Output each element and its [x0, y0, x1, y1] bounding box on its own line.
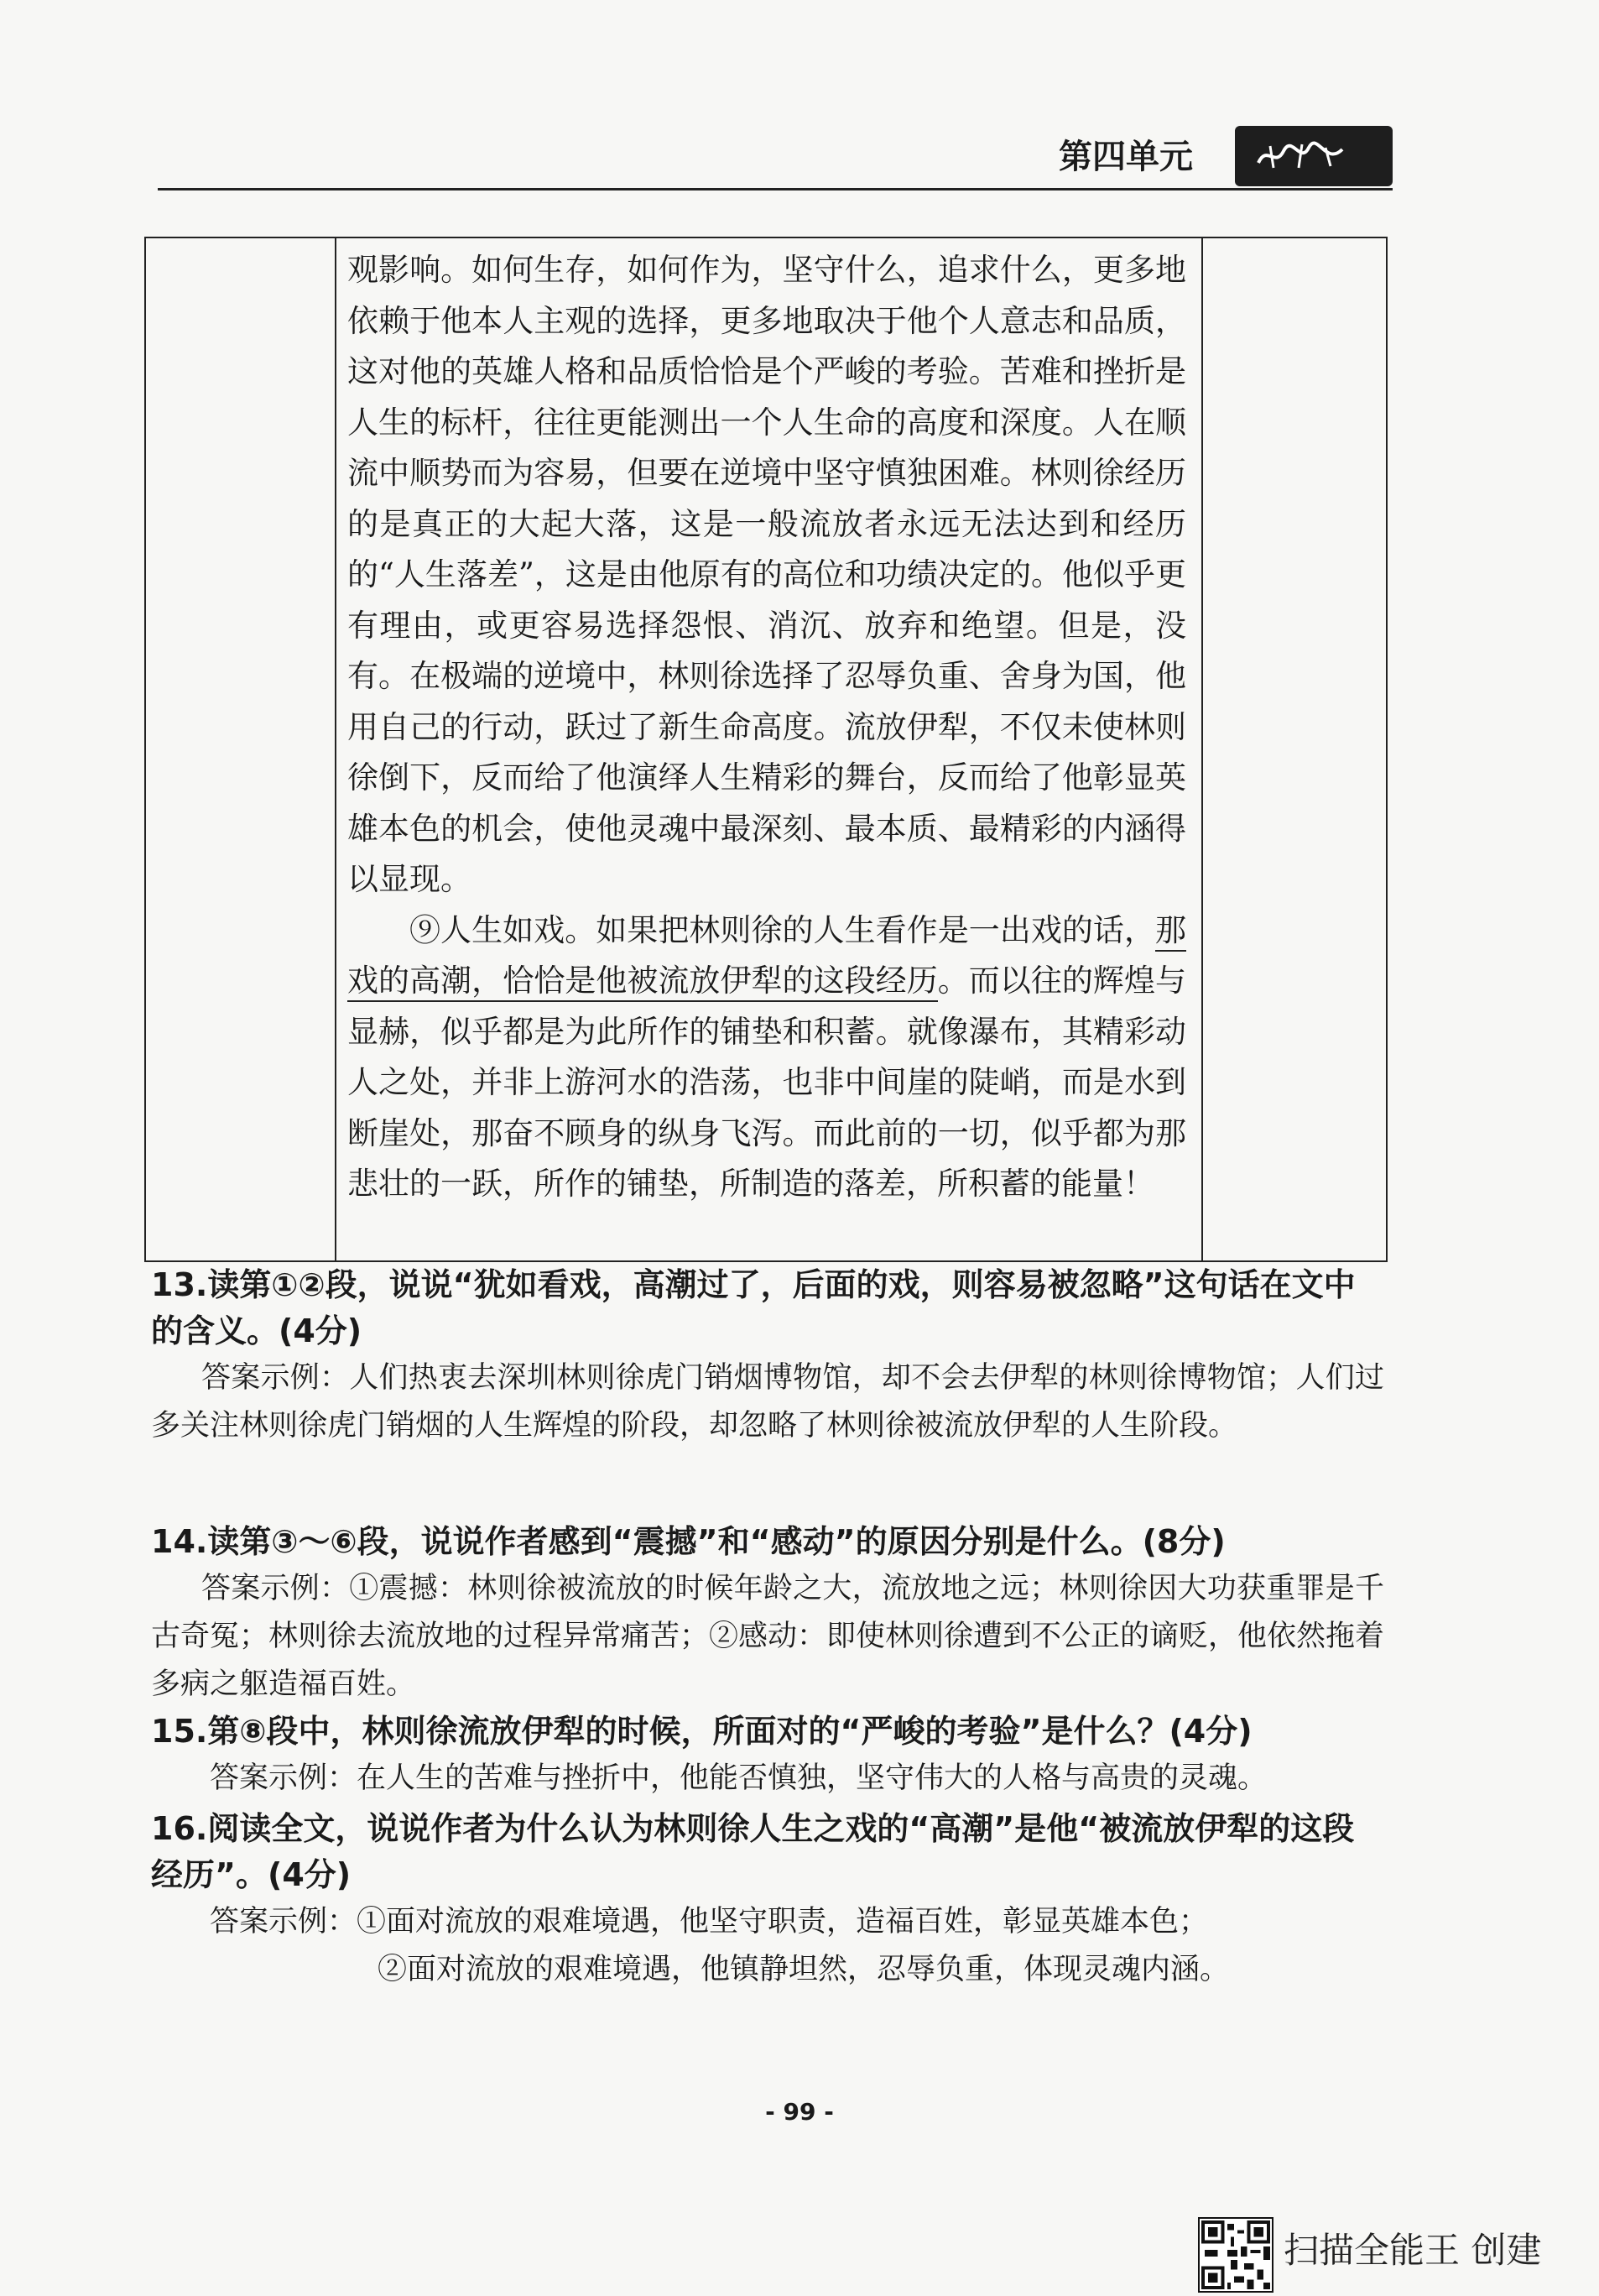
question-16: [151, 1806, 1384, 1994]
question-16-answer-line-2: ②面对流放的艰难境遇，他镇静坦然，忍辱负重，体现灵魂内涵。: [378, 1953, 1230, 1986]
paragraph-9-rest: 。而以往的辉煌与显赫，似乎都是为此所作的铺垫和积蓄。就像瀑布，其精彩动人之处，并非上游河水的浩荡，也非中间崖的陡峭，而是水到断崖处，那奋不顾身的纵身飞泻。而此前的一切，似乎都为那悲壮的一跃，所作的铺垫，所制造的落差，所积蓄的能量！: [347, 963, 1187, 1202]
paragraph-9: [347, 905, 1186, 1210]
right-notes-column: [1201, 238, 1386, 1260]
question-16-text: 16.阅读全文，说说作者为什么认为林则徐人生之戏的“高潮”是他“被流放伊犁的这段经历”。(4分): [151, 1810, 1355, 1893]
question-14-text: 14.读第③～⑥段，说说作者感到“震撼”和“感动”的原因分别是什么。(8分): [151, 1523, 1226, 1560]
paragraph-8: 观影响。如何生存，如何作为，坚守什么，追求什么，更多地依赖于他本人主观的选择，更多地取决于他个人意志和品质，这对他的英雄人格和品质恰恰是个严峻的考验。苦难和挫折是人生的标杆，往往更能测出一个人生命的高度和深度。人在顺流中顺势而为容易，但要在逆境中坚守慎独困难。林则徐经历的是真正的大起大落，这是一般流放者永远无法达到和经历的“人生落差”，这是由他原有的高位和功绩决定的。他似乎更有理由，或更容易选择怨恨、消沉、放弃和绝望。但是，没有。在极端的逆境中，林则徐选择了忍辱负重、舍身为国，他用自己的行动，跃过了新生命高度。流放伊犁，不仅未使林则徐倒下，反而给了他演绎人生精彩的舞台，反而给了他彰显英雄本色的机会，使他灵魂中最深刻、最本质、最精彩的内涵得以显现。: [347, 252, 1186, 897]
passage-table: [144, 237, 1388, 1262]
question-13-text: 13.读第①②段，说说“犹如看戏，高潮过了，后面的戏，则容易被忽略”这句话在文中的含义。(4分): [151, 1266, 1356, 1349]
question-15: [151, 1709, 1384, 1803]
question-15-text: 15.第⑧段中，林则徐流放伊犁的时候，所面对的“严峻的考验”是什么？(4分): [151, 1713, 1253, 1750]
left-margin-column: [146, 238, 336, 1260]
question-13-answer: 答案示例：人们热衷去深圳林则徐虎门销烟博物馆，却不会去伊犁的林则徐博物馆；人们过多关注林则徐虎门销烟的人生辉煌的阶段，却忽略了林则徐被流放伊犁的人生阶段。: [151, 1361, 1384, 1443]
question-15-answer: 答案示例：在人生的苦难与挫折中，他能否慎独，坚守伟大的人格与高贵的灵魂。: [210, 1761, 1268, 1795]
underlined-sentence: 那戏的高潮，恰恰是他被流放伊犁的这段经历: [347, 912, 1186, 1003]
question-14-answer: 答案示例：①震撼：林则徐被流放的时候年龄之大，流放地之远；林则徐因大功获重罪是千古奇冤；林则徐去流放地的过程异常痛苦；②感动：即使林则徐遭到不公正的谪贬，他依然拖着多病之躯造福百姓。: [151, 1572, 1385, 1701]
calligraphy-logo-icon: [1235, 126, 1393, 186]
page-number: - 99 -: [765, 2098, 834, 2126]
unit-title: 第四单元: [1059, 138, 1193, 176]
question-13: [151, 1262, 1384, 1450]
paragraph-9-start: ⑨人生如戏。如果把林则徐的人生看作是一出戏的话，: [409, 911, 1155, 948]
qr-code-icon: [1198, 2217, 1273, 2293]
question-16-answer-line-1: 答案示例：①面对流放的艰难境遇，他坚守职责，造福百姓，彰显英雄本色；: [210, 1905, 1209, 1939]
passage-text: [347, 245, 1186, 1210]
scanner-watermark: 扫描全能王 创建: [1284, 2230, 1542, 2271]
header-divider: [158, 188, 1393, 190]
question-14: [151, 1519, 1384, 1709]
